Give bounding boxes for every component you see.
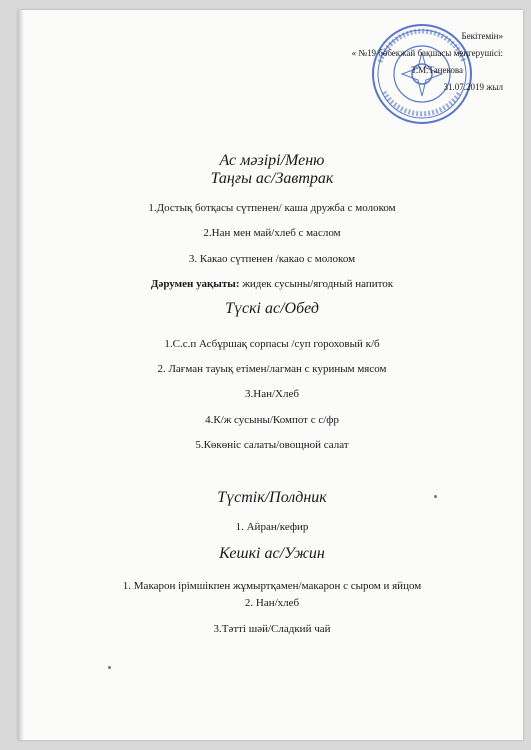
breakfast-heading: Таңғы ас/Завтрак — [210, 170, 334, 187]
breakfast-item-1: 1.Достық ботқасы сүтпенен/ каша дружба с молоком — [148, 202, 396, 214]
scan-speck — [434, 495, 437, 498]
vitamin-time-label: Дәрумен уақыты: — [150, 278, 240, 290]
breakfast-item-2: 2.Нан мен май/хлеб с маслом — [203, 227, 341, 239]
breakfast-item-3: 3. Какао сүтпенен /какао с молоком — [188, 253, 356, 265]
snack-heading: Түстік/Полдник — [217, 489, 327, 506]
lunch-item-1: 1.С.с.п Асбұршақ сорпасы /суп гороховый к/б — [164, 338, 380, 350]
lunch-item-4: 4.К/ж сусыны/Компот с с/фр — [205, 414, 339, 426]
menu-title: Ас мәзірі/Меню — [219, 152, 325, 169]
approval-block — [303, 28, 503, 96]
approval-line-2: « №19 бөбекжай бақшасы меңгерушісі: — [351, 48, 503, 58]
approval-line-1: Бекітемін» — [461, 31, 503, 41]
lunch-item-3: 3.Нан/Хлеб — [245, 388, 299, 400]
vitamin-time-value: жидек сусыны/ягодный напиток — [239, 278, 394, 290]
dinner-item-3: 3.Тәтті шәй/Сладкий чай — [213, 623, 331, 635]
lunch-item-2: 2. Лағман тауық етімен/лагман с куриным мясом — [157, 363, 387, 375]
scan-speck — [108, 666, 111, 669]
lunch-heading: Түскі ас/Обед — [225, 300, 319, 317]
dinner-item-1: 1. Макарон ірімшікпен жұмыртқамен/макарон с сыром и яйцом — [122, 580, 422, 592]
approval-date: 31.07.2019 жыл — [443, 82, 503, 92]
dinner-item-2: 2. Нан/хлеб — [244, 597, 300, 609]
approval-signer: Т.М.Танекова — [411, 65, 463, 75]
lunch-item-5: 5.Көкөніс салаты/овощной салат — [195, 439, 349, 451]
vitamin-time-row — [24, 278, 520, 290]
snack-item-1: 1. Айран/кефир — [235, 521, 309, 533]
dinner-heading: Кешкі ас/Ужин — [219, 545, 325, 562]
